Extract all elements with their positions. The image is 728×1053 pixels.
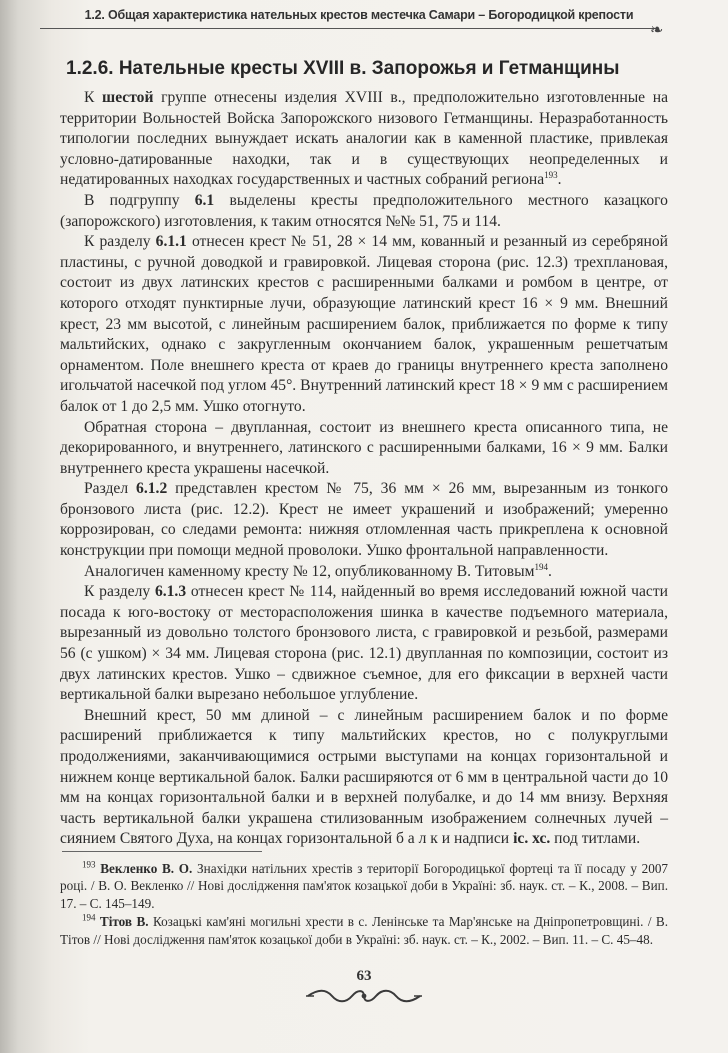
footnote-number: 193 xyxy=(82,859,96,870)
footnote-number: 194 xyxy=(82,912,96,923)
header-rule xyxy=(40,28,658,29)
paragraph xyxy=(60,582,668,706)
text-span: Обратная сторона – двупланная, состоит из внешнего креста описанного типа, не декорированного, и внутреннего, латинского с расширенными балками, 16 × 9 мм. Балки внутреннего креста украшены насечкой. xyxy=(60,418,668,477)
footnotes xyxy=(60,860,668,949)
page-number: 63 xyxy=(356,968,372,984)
footnote-text: Козацькі кам'яні могильні хрести в с. Ленінське та Мар'янське на Дніпропетровщині. / В. Тітов // Нові дослідження пам'яток козацької доби в Україні: зб. наук. ст. – К., 2002. – Вип. 11. – С. 45–48. xyxy=(60,914,668,947)
footnote xyxy=(60,860,668,912)
footnote-rule xyxy=(62,851,262,852)
paragraph xyxy=(60,191,668,232)
text-span: представлен крестом № 75, 36 мм × 26 мм, вырезанным из тонкого бронзового листа (рис. 12.2). Крест не имеет украшений и изображений; умеренно коррозирован, со следами ремонта: нижняя отломленная часть прикреплена к основной конструкции при помощи медной проволоки. Ушко фронтальной направленности. xyxy=(60,480,669,560)
paragraph xyxy=(60,232,668,417)
footnote-ref: 194 xyxy=(534,561,548,572)
fleuron-icon: ❧ xyxy=(650,20,664,39)
bold-term: іс. хс. xyxy=(513,830,551,848)
footnote-ref: 193 xyxy=(544,170,558,181)
text-span: К разделу xyxy=(84,233,156,251)
paragraph xyxy=(60,706,668,850)
footnote-author: Тітов В. xyxy=(99,914,149,930)
bold-term: шестой xyxy=(102,89,154,106)
footnote-author: Векленко В. О. xyxy=(100,861,193,876)
running-header: 1.2. Общая характеристика нательных крестов местечка Самари – Богородицкой крепости xyxy=(84,8,634,22)
decorative-flourish-icon xyxy=(304,988,424,1004)
text-span: К разделу xyxy=(84,583,155,601)
body-text xyxy=(60,88,668,850)
paragraph xyxy=(60,562,668,583)
text-span: . xyxy=(557,171,562,189)
text-span: под титлами. xyxy=(550,830,641,848)
text-span: В подгруппу xyxy=(84,191,195,209)
text-span: отнесен крест № 114, найденный во время исследований южной части посада к юго-востоку от месторасположения шинка в качестве подъемного материала, вырезанный из довольно толстого бронзового листа, с гравировкой и резьбой, размерами 56 (с ушком) × 34 мм. Лицевая сторона (рис. 12.1) двупланная по композиции, состоит из двух латинских крестов. Ушко – сдвижное съемное, для его фиксации в верхней части вертикальной балки вырезано небольшое углубление. xyxy=(60,583,668,704)
text-span: Раздел xyxy=(84,480,137,498)
bold-term: 6.1.3 xyxy=(154,583,187,601)
bold-term: 6.1.1 xyxy=(155,233,187,251)
section-title: 1.2.6. Нательные кресты XVIII в. Запорожья и Гетманщины xyxy=(66,58,620,79)
paragraph xyxy=(60,418,668,480)
text-span: . xyxy=(547,562,552,580)
text-span: Внешний крест, 50 мм длиной – с линейным расширением балок и по форме расширений приближается к типу мальтийских крестов, но с полукруглыми продолжениями, заканчивающимися острыми выступами на концах горизонтальной и нижнем конце вертикальной балок. Балки расширяются от 6 мм в центральной части до 10 мм на концах горизонтальной балки и в верхней полубалке, и до 14 мм внизу. Верхняя часть вертикальной балки украшена стилизованным изображением солнечных лучей – сиянием Святого Духа, на концах горизонтальной б а л к и надписи xyxy=(60,706,668,848)
paragraph xyxy=(60,88,668,191)
text-span: отнесен крест № 51, 28 × 14 мм, кованный и резанный из серебряной пластины, с ручной доводкой и гравировкой. Лицевая сторона (рис. 12.3) трехплановая, состоит из двух латинских крестов с расширенными балками и ромбом в центре, от которого отходят пунктирные лучи, образующие латинский крест 16 × 9 мм. Внешний крест, 23 мм высотой, с линейным расширением балок, приближается по форме к типу мальтийских, однако с закругленным окончанием балок, украшенным решетчатым орнаментом. Поле внешнего креста от краев до границы внутреннего креста заполнено игольчатой насечкой под углом 45°. Внутренний латинский крест 18 × 9 мм с расширением балок от 1 до 2,5 мм. Ушко отогнуто. xyxy=(60,233,668,415)
paragraph xyxy=(60,479,668,561)
text-span: К xyxy=(84,89,103,106)
bold-term: 6.1 xyxy=(194,191,215,209)
text-span: группе отнесены изделия XVIII в., предположительно изготовленные на территории Вольностей Войска Запорожского низового Гетманщины. Неразработанность типологии последних вынуждает искать аналогии как в каменной пластике, привлекая условно-датированные находки, так и в существующих неопределенных и недатированных находках государственных и частных собраний региона xyxy=(60,89,668,189)
footnote-text: Знахідки натільних хрестів з території Богородицької фортеці та її посаду у 2007 році. / В. О. Векленко // Нові дослідження пам'яток козацької доби в Україні: зб. наук. ст. – К., 2008. – Вип. 17. – С. 145–149. xyxy=(60,861,669,911)
text-span: Аналогичен каменному кресту № 12, опубликованному В. Титовым xyxy=(84,562,535,580)
footnote xyxy=(60,913,668,948)
bold-term: 6.1.2 xyxy=(136,480,168,498)
text-span: выделены кресты предположительного местного казацкого (запорожского) изготовления, к таким относятся №№ 51, 75 и 114. xyxy=(60,191,668,230)
